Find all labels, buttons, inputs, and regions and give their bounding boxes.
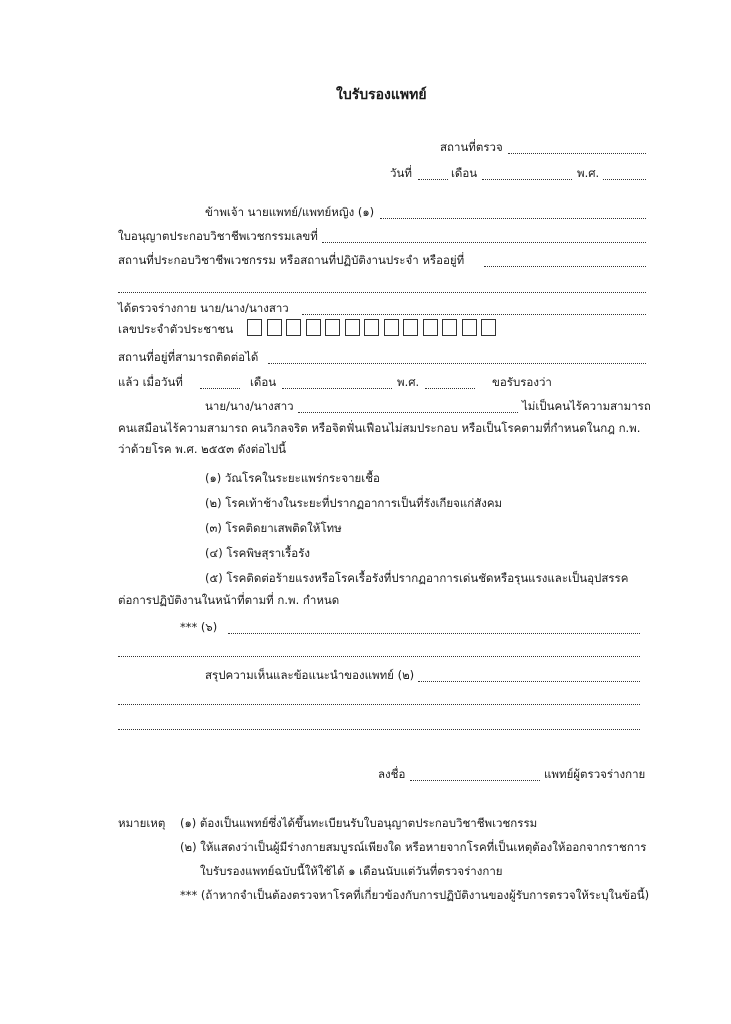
note-2: (๒) ให้แสดงว่าเป็นผู้มีร่างกายสมบูรณ์เพียงใด หรือหายจากโรคที่เป็นเหตุต้องให้ออกจากราชการ (180, 840, 647, 854)
citizen-id-box[interactable] (384, 319, 399, 336)
note-2-continuation: ใบรับรองแพทย์ฉบับนี้ให้ใช้ได้ ๑ เดือนนับแต่วันที่ตรวจร่างกาย (200, 864, 503, 878)
workplace-label: สถานที่ประกอบวิชาชีพเวชกรรม หรือสถานที่ปฏิบัติงานประจำ หรืออยู่ที่ (118, 253, 465, 267)
summary-field[interactable] (418, 681, 640, 682)
citizen-id-box[interactable] (325, 319, 340, 336)
doctor-intro: ข้าพเจ้า นายแพทย์/แพทย์หญิง (๑) (205, 205, 375, 219)
statement-line3: ว่าด้วยโรค พ.ศ. ๒๕๕๓ ดังต่อไปนี้ (118, 442, 287, 456)
address-label: สถานที่อยู่ที่สามารถติดต่อได้ (118, 350, 259, 364)
place-field[interactable] (508, 153, 646, 154)
workplace-field[interactable] (484, 266, 646, 267)
citizen-id-box[interactable] (267, 319, 282, 336)
item6-field-line2[interactable] (118, 656, 640, 657)
disease-5-continuation: ต่อการปฏิบัติงานในหน้าที่ตามที่ ก.พ. กำหนด (118, 593, 340, 607)
doctor-role-label: แพทย์ผู้ตรวจร่างกาย (544, 767, 646, 781)
workplace-field-line2[interactable] (118, 292, 646, 293)
item6-label: *** (๖) (180, 620, 218, 634)
place-label: สถานที่ตรวจ (440, 140, 503, 154)
summary-field-line3[interactable] (118, 729, 640, 730)
citizen-id-box[interactable] (286, 319, 301, 336)
date-label: วันที่ (390, 166, 412, 180)
patient-name-field[interactable] (302, 314, 646, 315)
citizen-id-box[interactable] (423, 319, 438, 336)
page-title: ใบรับรองแพทย์ (336, 87, 427, 103)
month-field[interactable] (482, 179, 572, 180)
year-field[interactable] (603, 179, 646, 180)
address-field[interactable] (268, 363, 646, 364)
disease-item: (๑) วัณโรคในระยะแพร่กระจายเชื้อ (205, 471, 380, 485)
citizen-id-box[interactable] (462, 319, 477, 336)
patient-name2-label: นาย/นาง/นางสาว (205, 399, 294, 413)
summary-label: สรุปความเห็นและข้อแนะนำของแพทย์ (๒) (205, 668, 415, 682)
disease-item: (๓) โรคติดยาเสพติดให้โทษ (205, 521, 342, 535)
citizen-id-box[interactable] (403, 319, 418, 336)
sign-label: ลงชื่อ (378, 767, 406, 781)
statement-line2: คนเสมือนไร้ความสามารถ คนวิกลจริต หรือจิตฟั่นเฟือนไม่สมประกอบ หรือเป็นโรคตามที่กำหนดในกฎ ก.พ. (118, 421, 641, 435)
note-3: *** (ถ้าหากจำเป็นต้องตรวจหาโรคที่เกี่ยวข้องกับการปฏิบัติงานของผู้รับการตรวจให้ระบุในข้อนี้) (180, 888, 650, 902)
exam-year-label: พ.ศ. (397, 375, 420, 389)
license-field[interactable] (322, 242, 646, 243)
note-1: (๑) ต้องเป็นแพทย์ซึ่งได้ขึ้นทะเบียนรับใบอนุญาตประกอบวิชาชีพเวชกรรม (180, 816, 538, 830)
disease-item: (๕) โรคติดต่อร้ายแรงหรือโรคเรื้อรังที่ปรากฏอาการเด่นชัดหรือรุนแรงและเป็นอุปสรรค (205, 571, 629, 585)
exam-year-field[interactable] (425, 388, 475, 389)
citizen-id-box[interactable] (345, 319, 360, 336)
citizen-id-box[interactable] (442, 319, 457, 336)
exam-date-field[interactable] (200, 388, 240, 389)
when-label: แล้ว เมื่อวันที่ (118, 375, 183, 389)
date-field[interactable] (418, 179, 448, 180)
statement-tail: ไม่เป็นคนไร้ความสามารถ (522, 399, 651, 413)
certify-label: ขอรับรองว่า (492, 375, 552, 389)
item6-field[interactable] (228, 633, 640, 634)
exam-month-field[interactable] (282, 388, 392, 389)
doctor-name-field[interactable] (380, 218, 646, 219)
disease-item: (๒) โรคเท้าช้างในระยะที่ปรากฏอาการเป็นที่รังเกียจแก่สังคม (205, 496, 503, 510)
summary-field-line2[interactable] (118, 704, 640, 705)
id-label: เลขประจำตัวประชาชน (118, 322, 234, 336)
month-label: เดือน (451, 166, 478, 180)
patient-name2-field[interactable] (298, 412, 518, 413)
examined-label: ได้ตรวจร่างกาย นาย/นาง/นางสาว (118, 301, 289, 315)
disease-item: (๔) โรคพิษสุราเรื้อรัง (205, 546, 310, 560)
signature-field[interactable] (410, 780, 540, 781)
notes-label: หมายเหตุ (118, 816, 166, 830)
citizen-id-box[interactable] (364, 319, 379, 336)
citizen-id-box[interactable] (247, 319, 262, 336)
exam-month-label: เดือน (250, 375, 277, 389)
citizen-id-box[interactable] (306, 319, 321, 336)
year-label: พ.ศ. (577, 166, 600, 180)
license-label: ใบอนุญาตประกอบวิชาชีพเวชกรรมเลขที่ (118, 229, 318, 243)
citizen-id-box[interactable] (481, 319, 496, 336)
